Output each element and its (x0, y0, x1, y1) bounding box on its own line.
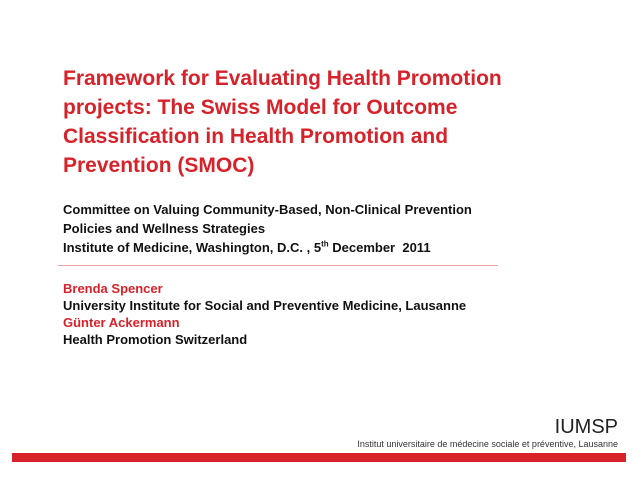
venue-line (63, 238, 603, 257)
author-affiliation: University Institute for Social and Preventive Medicine, Lausanne (63, 298, 467, 313)
footer-bar (12, 453, 626, 462)
author-affiliation: Health Promotion Switzerland (63, 332, 248, 347)
author-list (63, 280, 603, 348)
title-line: Prevention (SMOC) (63, 154, 255, 177)
title-line: Classification in Health Promotion and (63, 125, 449, 148)
committee-line: Policies and Wellness Strategies (63, 221, 266, 236)
title-line: projects: The Swiss Model for Outcome (63, 96, 458, 119)
committee-line: Committee on Valuing Community-Based, Non-Clinical Prevention (63, 202, 472, 217)
author-name: Brenda Spencer (63, 281, 163, 296)
author-name: Günter Ackermann (63, 315, 180, 330)
title-line: Framework for Evaluating Health Promotion (63, 67, 502, 90)
slide-title (63, 64, 583, 180)
logo-mark: IUMSP (554, 416, 618, 438)
iumsp-logo (357, 416, 618, 450)
section-divider (58, 265, 498, 266)
event-info (63, 200, 603, 257)
venue-ordinal: th (321, 239, 329, 249)
logo-tagline: Institut universitaire de médecine sociale et préventive, Lausanne (357, 439, 618, 449)
venue-suffix: December 2011 (328, 240, 431, 255)
venue-prefix: Institute of Medicine, Washington, D.C. , 5 (63, 240, 322, 255)
